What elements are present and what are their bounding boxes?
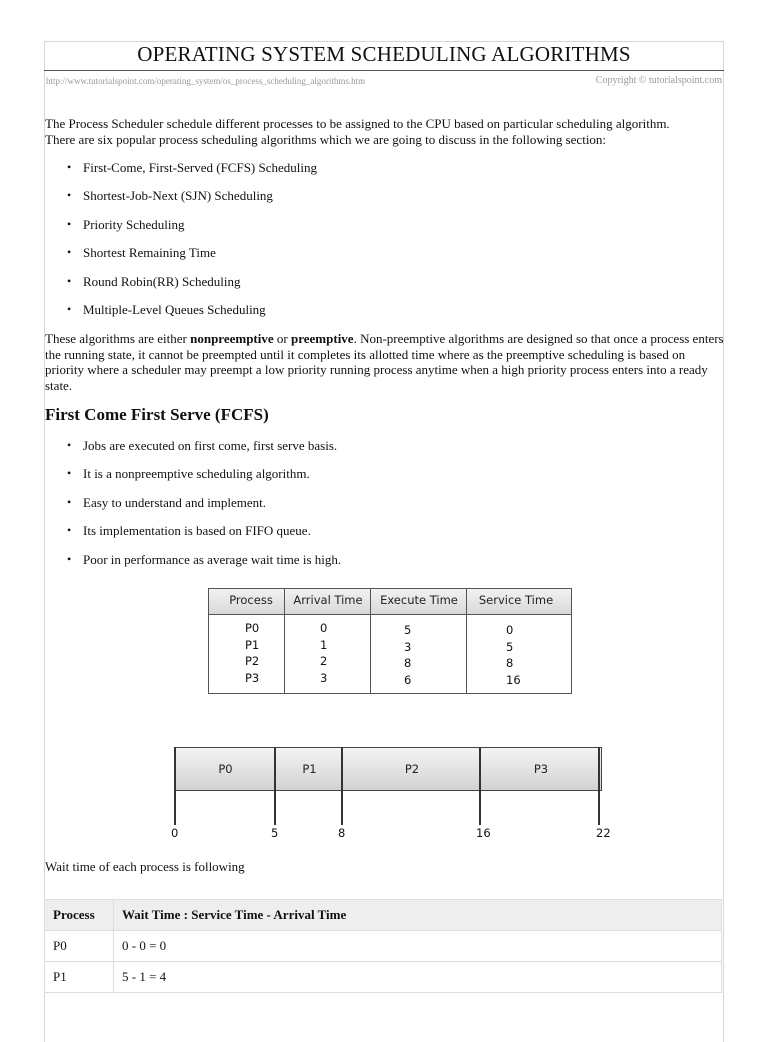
table-cell: P0 — [45, 931, 114, 962]
list-item: • First-Come, First-Served (FCFS) Scheduling — [45, 160, 705, 188]
gantt-tick-label: 0 — [171, 826, 179, 840]
list-item: • Its implementation is based on FIFO queue. — [45, 523, 705, 551]
list-item: • Multiple-Level Queues Scheduling — [45, 302, 705, 330]
gantt-segment-p1: P1 — [302, 762, 317, 776]
text-span: . Non-preemptive algorithms are designed so that once a process enters the running state, it cannot be preempted until it completes its allotted time where as the preemptive scheduling is based on priority where a scheduler may preempt a low priority running process anytime when a high priority process enters into a ready state. — [45, 331, 724, 393]
table-row — [45, 962, 722, 993]
intro-line-1: The Process Scheduler schedule different processes to be assigned to the CPU based on particular scheduling algorithm. — [45, 116, 670, 131]
list-item: • It is a nonpreemptive scheduling algorithm. — [45, 466, 705, 494]
gantt-tick-label: 22 — [596, 826, 611, 840]
term-preemptive: preemptive — [291, 331, 354, 346]
preemption-paragraph — [45, 331, 727, 393]
fcfs-points-list — [45, 438, 705, 580]
list-item: • Shortest Remaining Time — [45, 245, 705, 273]
process-column-values: P0 P1 P2 P3 — [245, 621, 260, 685]
gantt-chart — [174, 747, 602, 791]
header-arrival-time: Arrival Time — [293, 593, 363, 607]
execute-column-values: 5 3 8 6 — [404, 623, 412, 687]
table-row — [45, 931, 722, 962]
term-nonpreemptive: nonpreemptive — [190, 331, 274, 346]
gantt-boundary — [341, 747, 343, 825]
arrival-column-values: 0 1 2 3 — [320, 621, 328, 685]
text-span: or — [273, 331, 291, 346]
gantt-boundary — [174, 747, 176, 825]
header-process: Process — [45, 900, 114, 931]
page-title: OPERATING SYSTEM SCHEDULING ALGORITHMS — [137, 42, 631, 66]
algorithm-list — [45, 160, 705, 330]
source-url[interactable]: http://www.tutorialspoint.com/operating_system/os_process_scheduling_algorithms.htm — [46, 76, 366, 86]
fcfs-heading: First Come First Serve (FCFS) — [45, 405, 269, 424]
process-table — [208, 588, 572, 694]
gantt-boundary — [598, 747, 600, 825]
list-item: • Poor in performance as average wait time is high. — [45, 552, 705, 580]
text-span: These algorithms are either — [45, 331, 191, 346]
title-divider — [44, 70, 724, 71]
wait-time-table — [44, 899, 722, 993]
list-item: • Easy to understand and implement. — [45, 495, 705, 523]
gantt-tick-label: 8 — [338, 826, 346, 840]
intro-paragraph — [45, 116, 725, 147]
gantt-boundary — [274, 747, 276, 825]
gantt-tick-label: 16 — [476, 826, 491, 840]
gantt-segment-p0: P0 — [218, 762, 233, 776]
header-execute-time: Execute Time — [380, 593, 458, 607]
table-cell: 5 - 1 = 4 — [114, 962, 722, 993]
gantt-segment-p3: P3 — [533, 762, 549, 776]
service-column-values: 0 5 8 16 — [506, 623, 521, 687]
table-cell: 0 - 0 = 0 — [114, 931, 722, 962]
gantt-boundary — [479, 747, 481, 825]
list-item: • Jobs are executed on first come, first serve basis. — [45, 438, 705, 466]
gantt-segment-p2: P2 — [404, 762, 420, 776]
wait-time-intro: Wait time of each process is following — [45, 859, 245, 874]
list-item: • Shortest-Job-Next (SJN) Scheduling — [45, 188, 705, 216]
list-item: • Round Robin(RR) Scheduling — [45, 274, 705, 302]
table-header-row — [45, 900, 722, 931]
gantt-tick-label: 5 — [271, 826, 279, 840]
header-process: Process — [229, 593, 273, 607]
header-service-time: Service Time — [478, 593, 554, 607]
header-wait-time: Wait Time : Service Time - Arrival Time — [114, 900, 722, 931]
list-item: • Priority Scheduling — [45, 217, 705, 245]
table-cell: P1 — [45, 962, 114, 993]
copyright-notice: Copyright © tutorialspoint.com — [595, 75, 722, 86]
intro-line-2: There are six popular process scheduling algorithms which we are going to discuss in the following section: — [45, 131, 607, 147]
